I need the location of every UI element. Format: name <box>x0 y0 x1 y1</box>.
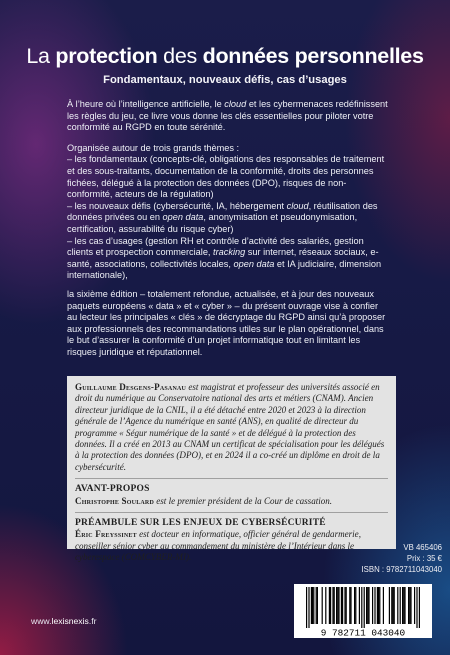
barcode-bar <box>313 587 314 624</box>
barcode-bar <box>311 587 312 624</box>
conclusion-paragraph: la sixième édition – totalement refondue, actualisée, et à jour des nouveaux paquets européens « data » et « cyber » – du présent ouvrage vise à confier au lecteur les principales « clés » de décryptage du RGPD ainsi qu’à proposer aux professionnels des recommandations utiles sur le plan opérationnel, dans le but d’assurer la conformité d’un projet informatique tout en limitant les risques juridique et réputationnel. <box>67 288 386 357</box>
barcode-bar <box>408 587 409 624</box>
barcode-bar <box>350 587 351 624</box>
barcode-bar <box>392 587 393 624</box>
barcode-bar <box>419 587 420 628</box>
barcode-bar <box>354 587 355 624</box>
barcode-bar <box>391 587 392 624</box>
barcode-bar <box>367 587 368 624</box>
barcode-bar <box>329 587 330 624</box>
barcode-bar <box>332 587 333 624</box>
title-part-bold: protection <box>55 44 158 68</box>
barcode-number: 9 782711 043040 <box>320 627 406 638</box>
intro-paragraph: À l’heure où l’intelligence artificielle, le cloud et les cybermenaces redéfinissent les règles du jeu, ce livre vous donne les clés essentielles pour piloter votre conformité au RGPD en toute sérénité. <box>67 99 388 133</box>
book-subtitle: Fondamentaux, nouveaux défis, cas d’usages <box>103 74 347 86</box>
foreword-author-name: Christophe Soulard <box>75 495 154 506</box>
barcode-bar <box>330 587 331 624</box>
theme-use-cases: – les cas d’usages (gestion RH et contrôle d’activité des salariés, gestion clients et prospection commerciale, tracking sur internet, réseaux sociaux, e-santé, associations, collectivités locales, open data et IA judiciaire, dimension internationale), <box>67 235 382 281</box>
barcode-bar <box>341 587 342 624</box>
barcode-graphic <box>294 584 432 638</box>
barcode-bar <box>361 587 362 628</box>
title-part-bold: données personnelles <box>202 44 424 68</box>
barcode-bar <box>317 587 318 624</box>
price: Prix : 35 € <box>406 553 442 563</box>
barcode-bar <box>308 587 309 628</box>
foreword-author: Christophe Soulard est le premier président de la Cour de cassation. <box>75 495 333 506</box>
barcode-bar <box>342 587 343 624</box>
barcode-bar <box>372 587 373 624</box>
barcode-bar <box>394 587 395 624</box>
book-title <box>0 44 450 69</box>
preamble-author-name: Éric Freyssinet <box>75 529 137 540</box>
reference-code: VB 465406 <box>403 543 442 552</box>
barcode-bar <box>325 587 326 624</box>
title-part: La <box>26 44 56 68</box>
barcode-bar <box>409 587 410 624</box>
barcode-bar <box>377 587 378 624</box>
title-part: des <box>157 44 203 68</box>
barcode-bar <box>366 587 367 624</box>
barcode-bar <box>410 587 411 624</box>
barcode-bar <box>364 587 365 628</box>
themes-intro: Organisée autour de trois grands thèmes : <box>67 142 240 153</box>
barcode-bar <box>403 587 404 624</box>
barcode-bar <box>383 587 384 624</box>
barcode-bar <box>344 587 345 624</box>
blurb <box>67 99 389 358</box>
barcode-bar <box>334 587 335 624</box>
divider <box>75 478 388 479</box>
contributors-box <box>67 376 396 563</box>
barcode-bar <box>312 587 313 624</box>
foreword-heading: AVANT-PROPOS <box>75 484 150 495</box>
barcode-bar <box>397 587 398 624</box>
barcode-bar <box>368 587 369 624</box>
barcode-bar <box>359 587 360 624</box>
preamble-heading: PRÉAMBULE SUR LES ENJEUX DE CYBERSÉCURITÉ <box>75 518 326 529</box>
barcode-bar <box>336 587 337 624</box>
preamble-author: Éric Freyssinet est docteur en informatique, officier général de gendarmerie, conseiller sénior cyber au commandement du ministère de l’Intérieur dans le cyberespace (COMCYBER-MI). <box>75 529 361 563</box>
barcode-bar <box>322 587 323 624</box>
barcode-bar <box>337 587 338 624</box>
barcode-bar <box>306 587 307 628</box>
barcode-bar <box>374 587 375 624</box>
isbn: ISBN : 9782711043040 <box>361 564 442 574</box>
barcode-bar <box>416 587 417 628</box>
barcode-bar <box>402 587 403 624</box>
barcode-bar <box>414 587 415 624</box>
isbn-barcode <box>294 584 432 638</box>
website-link[interactable]: www.lexisnexis.fr <box>31 616 97 626</box>
price-info <box>322 543 442 575</box>
barcode-bar <box>404 587 405 624</box>
barcode-bar <box>379 587 380 624</box>
barcode-bar <box>355 587 356 624</box>
barcode-bar <box>389 587 390 624</box>
barcode-bar <box>346 587 347 624</box>
barcode-bar <box>338 587 339 624</box>
author-name: Guillaume Desgens-Pasanau <box>75 382 187 392</box>
author-bio: Guillaume Desgens-Pasanau est magistrat et professeur des universités associé en droit du numérique au Conservatoire national des arts et métiers (CNAM). Ancien directeur juridique de la CNIL, il a été détaché entre 2020 et 2023 à la direction générale de l’Agence du numérique en santé (ANS), en qualité de directeur du programme « Ségur numérique de la santé » et de délégué à la protection des données. Il a créé en 2013 au CNAM un certificat de spécialisation pour les délégués à la protection des données (DPO), et en 2024 il a co-créé un diplôme en droit de la cybersécurité. <box>75 382 385 472</box>
divider <box>75 512 388 513</box>
barcode-bar <box>400 587 401 624</box>
barcode-bar <box>378 587 379 624</box>
theme-new-challenges: – les nouveaux défis (cybersécurité, IA, hébergement cloud, réutilisation des données privées ou en open data, anonymisation et pseudonymisation, certification, assurabilité du risque cyber) <box>67 200 378 234</box>
barcode-bar <box>349 587 350 624</box>
barcode-bar <box>316 587 317 624</box>
theme-fundamentals: – les fondamentaux (concepts-clé, obligations des responsables de traitement et des sous-traitants, documentation de la conformité, droits des personnes fichées, délégué à la protection des données (DPO), risques de non-conformité, acteurs de la régulation) <box>67 154 385 200</box>
